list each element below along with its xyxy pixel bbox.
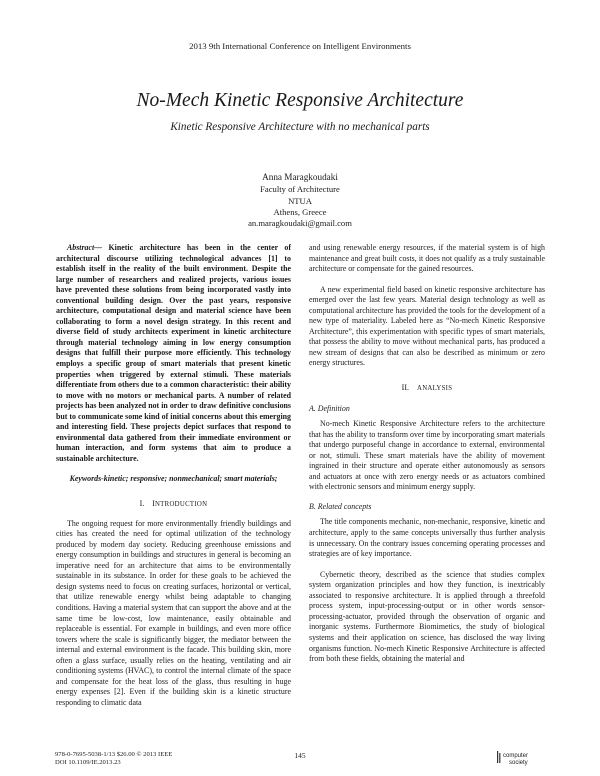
subsection-heading-related-concepts: B. Related concepts	[309, 501, 372, 511]
logo-line-1: computer	[503, 753, 529, 759]
paper-subtitle: Kinetic Responsive Architecture with no mechanical parts	[170, 121, 430, 133]
keywords: Keywords-kinetic; responsive; nonmechanical; smart materials;	[69, 474, 278, 484]
section-numeral: I.	[139, 499, 145, 509]
paragraph: The title components mechanic, non-mechanic, responsive, kinetic and architecture, apply to the same concepts universally thus further analysis is unnecessary. On the contrary issues concerning operating processes and strategies are of key importance.	[309, 517, 545, 559]
paragraph: The ongoing request for more environmentally friendly buildings and cities has created the need for optimal utilization of the technology produced by modern day society. Reducing greenhouse emissions and energy consumption in buildings and structures in general is becoming an imperative need for an architecture that aims to be environmentally sustainable in its substance. In order for these goals to be achieved the design systems need to focus on creating surfaces, horizontal or vertical, that utilize renewable energy whilst being adaptable to changing conditions. Having a material system that can support the above and at the same time be low-cost, low maintenance, easily obtainable and replaceable is essential. For example in buildings, and even more office towers where the scale is significantly bigger, the mediator between the internal and external environment is the facade. This building skin, more often a glass surface, usually relies on the heating, ventilating and air conditioning systems (HVAC), to control the internal climate of the space and compensate for the heat loss of the glass, thus resulting in huge energy expenses [2]. Even if the building skin is a kinetic structure responding to climatic data	[56, 518, 291, 707]
footer-doi: DOI 10.1109/IE.2013.23	[55, 759, 121, 767]
page-number: 145	[294, 751, 306, 760]
section-title: ANALYSIS	[416, 385, 453, 393]
left-column	[56, 243, 291, 708]
subsection-heading-definition: A. Definition	[309, 403, 350, 413]
author-name: Anna Maragkoudaki	[262, 172, 338, 182]
paragraph: Cybernetic theory, described as the science that studies complex system organization principles and how they function, is inextricably associated to responsive architecture. It is applied through a threefold process system, input-processing-output or in other words sensor-processing-actuator, provided through the observation of organic and inorganic systems. Furthermore Biomimetics, the study of biological systems and their application on science, has disclosed the way living organisms function. No-mech Kinetic Responsive Architecture is affected from both these fields, obtaining the material and	[309, 569, 545, 664]
conference-header: 2013 9th International Conference on Intelligent Environments	[189, 41, 411, 51]
author-affiliation: Faculty of Architecture	[260, 184, 340, 195]
abstract-text: Kinetic architecture has been in the center of architectural discourse utilizing technological advances [1] to establish itself in the reality of the built environment. Despite the large number of researchers and realized projects, various issues have prevented these solutions from being incorporated vastly into conventional building design. Over the past years, responsive architecture, computational design and material science have been collaborating to form a novel design strategy. In this recent and diverse field of study architects experiment in kinetic architecture through material technology aiming in low energy consumption designs that fulfill their purpose more efficiently. This technology employs a specific group of smart materials that present kinetic properties when triggered by external stimuli. These materials differentiate from others due to a common characteristic: their ability to move with no motors or mechanical parts. A number of related projects has been analyzed not in order to draw definitive conclusions but to communicate some kind of initial concerns about this emerging and interesting field. These projects depict surfaces that respond to environmental data gathered from their immediate environment or human interaction, and form systems that aim to produce a sustainable architecture.	[56, 243, 291, 463]
right-column	[309, 243, 545, 665]
author-email: an.maragkoudaki@gmail.com	[248, 218, 352, 229]
paper-title: No-Mech Kinetic Responsive Architecture	[136, 90, 464, 111]
abstract-label: Abstract—	[67, 243, 103, 252]
footer-isbn: 978-0-7695-5038-1/13 $26.00 © 2013 IEEE	[55, 751, 173, 758]
abstract	[56, 243, 291, 464]
section-numeral: II.	[401, 383, 409, 393]
logo-text	[503, 753, 528, 766]
paragraph: A new experimental field based on kinetic responsive architecture has emerged over the last few years. Material design technology as well as computational architecture has provided the tools for the development of a new type of materiality. Labeled here as “No-mech Kinetic Responsive Architecture”, this experimentation with specific types of smart materials, that possess the ability to move without mechanical parts, has produced a new stream of designs that can also be described as minimum or zero energy structures.	[309, 284, 545, 368]
section-heading-introduction	[56, 499, 291, 511]
section-title-rest: NTRODUCTION	[154, 501, 208, 509]
logo-mark-icon	[497, 751, 501, 763]
author-location: Athens, Greece	[273, 206, 327, 217]
ieee-computer-society-logo	[497, 745, 545, 769]
author-block	[0, 172, 600, 229]
author-institution: NTUA	[288, 195, 312, 206]
logo-line-2: society	[509, 759, 528, 766]
paragraph: and using renewable energy resources, if the material system is of high maintenance and great built costs, it does not qualify as a truly sustainable architecture or compensate for the gained resources.	[309, 243, 545, 274]
paragraph: No-mech Kinetic Responsive Architecture refers to the architecture that has the ability to transform over time by incorporating smart materials that undergo purposeful change in accordance to external, environmental or not, stimuli. These smart materials have the ability of movement ingrained in their structure and operate either autonomously as sensors and actuators at once with zero energy needs or as actuators combined with electronic sensors and minimum energy supply.	[309, 419, 545, 492]
section-title-initial: I	[152, 499, 155, 509]
section-heading-analysis	[309, 383, 545, 395]
